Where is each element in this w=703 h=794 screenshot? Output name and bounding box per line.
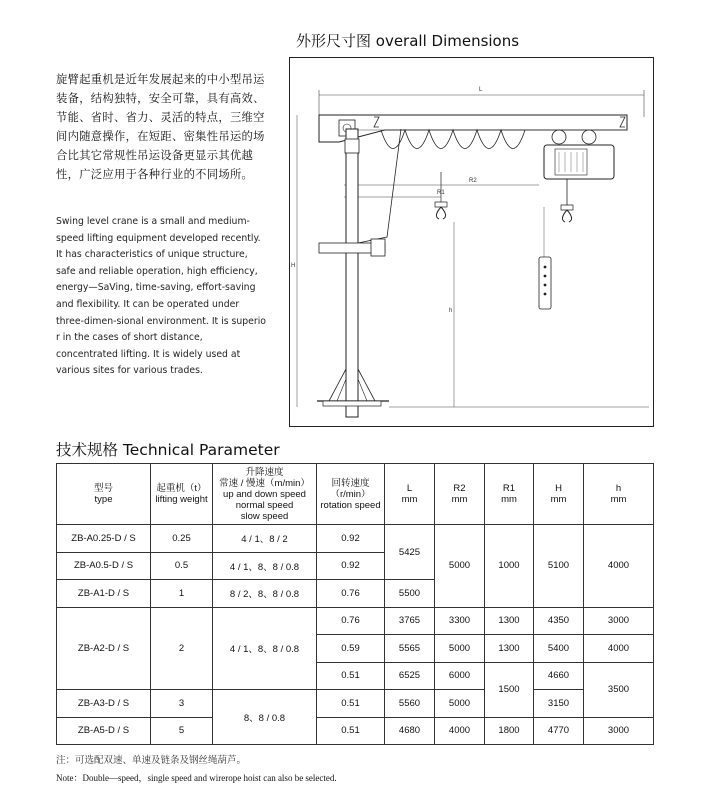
label-L: L bbox=[479, 87, 483, 93]
cell-R1: 1300 bbox=[485, 607, 534, 635]
note-chinese: 注：可选配双速、单速及链条及钢丝绳葫芦。 bbox=[56, 755, 247, 766]
figure-title: 外形尺寸图 overall Dimensions bbox=[296, 32, 520, 50]
cell-weight: 0.25 bbox=[151, 525, 213, 553]
table-title: 技术规格 Technical Parameter bbox=[56, 441, 280, 459]
cell-L: 5425 bbox=[385, 525, 435, 580]
cell-rotation: 0.51 bbox=[317, 690, 385, 718]
cell-R2: 5000 bbox=[435, 690, 485, 718]
header-type: 型号 type bbox=[57, 464, 151, 525]
cell-L: 5500 bbox=[385, 580, 435, 608]
cell-speed: 4 / 1、8、8 / 0.8 bbox=[213, 552, 317, 580]
cell-L: 3765 bbox=[385, 607, 435, 635]
table-row bbox=[57, 525, 654, 553]
cell-type: ZB-A5-D / S bbox=[57, 717, 151, 745]
cell-rotation: 0.51 bbox=[317, 717, 385, 745]
table-row bbox=[57, 717, 654, 745]
cell-speed: 4 / 1、8 / 2 bbox=[213, 525, 317, 553]
cell-h: 4000 bbox=[584, 525, 654, 608]
cell-speed: 4 / 1、8、8 / 0.8 bbox=[213, 607, 317, 690]
cell-L: 5560 bbox=[385, 690, 435, 718]
cell-type: ZB-A2-D / S bbox=[57, 607, 151, 690]
cell-type: ZB-A0.5-D / S bbox=[57, 552, 151, 580]
cell-L: 5565 bbox=[385, 635, 435, 663]
cell-R2: 4000 bbox=[435, 717, 485, 745]
cell-rotation: 0.59 bbox=[317, 635, 385, 663]
cell-type: ZB-A3-D / S bbox=[57, 690, 151, 718]
cell-R2: 5000 bbox=[435, 525, 485, 608]
header-R2: R2 mm bbox=[435, 464, 485, 525]
cell-rotation: 0.92 bbox=[317, 552, 385, 580]
cell-rotation: 0.51 bbox=[317, 662, 385, 690]
cell-speed: 8 / 2、8、8 / 0.8 bbox=[213, 580, 317, 608]
technical-parameter-table bbox=[56, 463, 654, 745]
cell-rotation: 0.76 bbox=[317, 607, 385, 635]
header-rotation: 回转速度 （r/min） rotation speed bbox=[317, 464, 385, 525]
cell-speed: 8、8 / 0.8 bbox=[213, 690, 317, 745]
cell-H: 5400 bbox=[534, 635, 584, 663]
cell-R1: 1500 bbox=[485, 662, 534, 717]
cell-weight: 0.5 bbox=[151, 552, 213, 580]
cell-h: 3500 bbox=[584, 662, 654, 717]
header-R1: R1 mm bbox=[485, 464, 534, 525]
cell-H: 3150 bbox=[534, 690, 584, 718]
cell-H: 4660 bbox=[534, 662, 584, 690]
label-R1: R1 bbox=[437, 190, 445, 196]
cell-type: ZB-A0.25-D / S bbox=[57, 525, 151, 553]
cell-type: ZB-A1-D / S bbox=[57, 580, 151, 608]
cell-L: 6525 bbox=[385, 662, 435, 690]
cell-R1: 1800 bbox=[485, 717, 534, 745]
cell-weight: 2 bbox=[151, 607, 213, 690]
cell-weight: 1 bbox=[151, 580, 213, 608]
dimension-drawing bbox=[289, 57, 654, 427]
label-h: h bbox=[449, 308, 453, 314]
intro-english: Swing level crane is a small and medium-speed lifting equipment developed recently. It has characteristics of unique structure, safe and reliable operation, high efficiency, energy—SaVing, time-saving, effort-saving and flexibility. It can be operated under three-dimen-sional environment. It is superio r in the cases of short distance, concentrated lifting. It is widely used at various sites for various trades. bbox=[56, 216, 266, 377]
header-H: H mm bbox=[534, 464, 584, 525]
header-h: h mm bbox=[584, 464, 654, 525]
label-H: H bbox=[291, 263, 296, 269]
cell-L: 4680 bbox=[385, 717, 435, 745]
cell-rotation: 0.76 bbox=[317, 580, 385, 608]
cell-H: 4770 bbox=[534, 717, 584, 745]
note-english: Note：Double—speed，single speed and wirerope hoist can also be selected. bbox=[56, 773, 337, 783]
header-speed: 升降速度 常速 / 慢速（m/min） up and down speed normal speed slow speed bbox=[213, 464, 317, 525]
header-L: L mm bbox=[385, 464, 435, 525]
cell-R2: 3300 bbox=[435, 607, 485, 635]
intro-chinese: 旋臂起重机是近年发展起来的中小型吊运装备，结构独特，安全可靠，具有高效、节能、省时、省力、灵活的特点，三维空间内随意操作，在短距、密集性吊运的场合比其它常规性吊运设备更显示其优越性，广泛应用于各种行业的不同场所。 bbox=[56, 73, 265, 181]
cell-R2: 5000 bbox=[435, 635, 485, 663]
label-R2: R2 bbox=[469, 178, 477, 184]
cell-rotation: 0.92 bbox=[317, 525, 385, 553]
cell-H: 5100 bbox=[534, 525, 584, 608]
cell-R1: 1000 bbox=[485, 525, 534, 608]
cell-R1: 1300 bbox=[485, 635, 534, 663]
table-row bbox=[57, 690, 654, 718]
cell-weight: 5 bbox=[151, 717, 213, 745]
cell-R2: 6000 bbox=[435, 662, 485, 690]
cell-h: 3000 bbox=[584, 607, 654, 635]
cell-weight: 3 bbox=[151, 690, 213, 718]
cell-H: 4350 bbox=[534, 607, 584, 635]
cell-h: 3000 bbox=[584, 717, 654, 745]
table-header-row bbox=[57, 464, 654, 525]
header-weight: 起重机（t） lifting weight bbox=[151, 464, 213, 525]
cell-h: 4000 bbox=[584, 635, 654, 663]
table-row bbox=[57, 607, 654, 635]
